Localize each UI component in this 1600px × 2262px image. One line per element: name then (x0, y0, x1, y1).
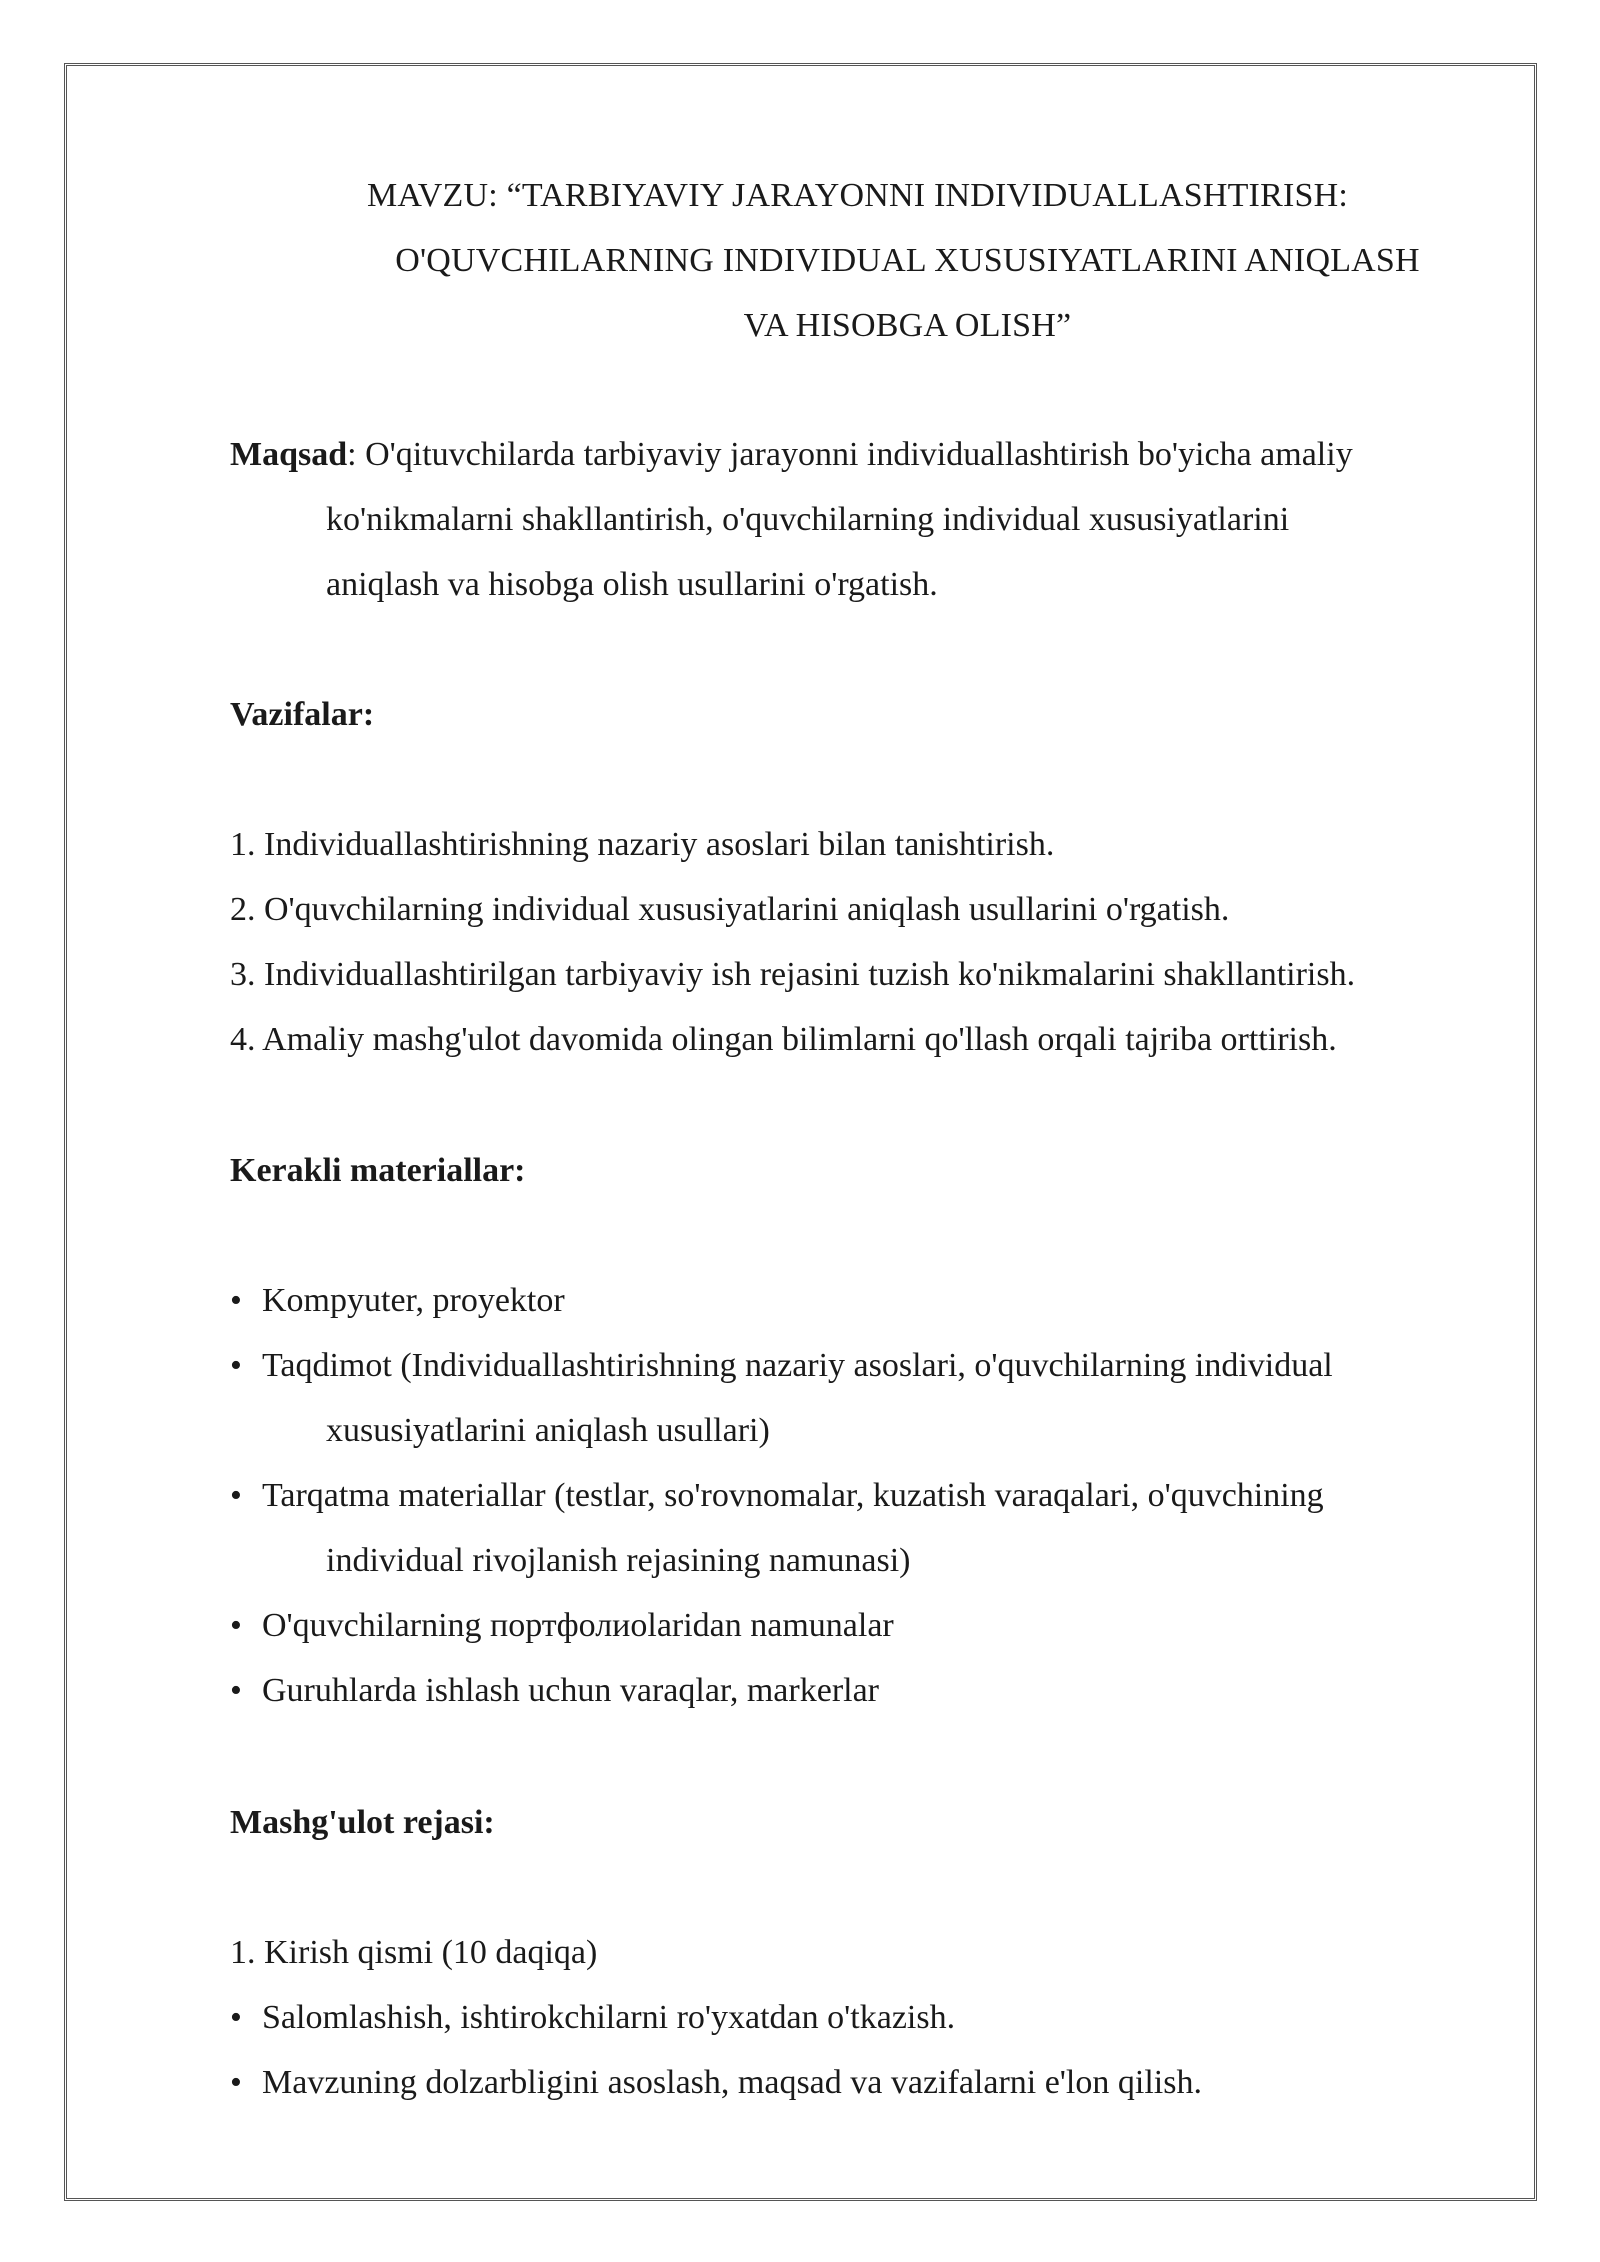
list-item: • Kompyuter, proyektor (230, 1268, 1490, 1333)
maqsad-text: : O'qituvchilarda tarbiyaviy jarayonni individuallashtirish bo'yicha amaliy (347, 436, 1353, 473)
list-item: 1. Individuallashtirishning nazariy asoslari bilan tanishtirish. (230, 826, 1055, 863)
list-item: 1. Kirish qismi (10 daqiqa) (230, 1934, 598, 1971)
maqsad-text: aniqlash va hisobga olish usullarini o'rgatish. (326, 566, 938, 603)
list-item: • Guruhlarda ishlash uchun varaqlar, markerlar (230, 1658, 1490, 1723)
list-item: 4. Amaliy mashg'ulot davomida olingan bilimlarni qo'llash orqali tajriba orttirish. (230, 1021, 1337, 1058)
bullet-icon: • (230, 1999, 242, 2036)
materiallar-list (230, 1268, 1490, 1723)
list-item: • Mavzuning dolzarbligini asoslash, maqsad va vazifalarni e'lon qilish. (230, 2050, 1490, 2115)
maqsad-label: Maqsad (230, 436, 348, 473)
page-border (64, 63, 1537, 2201)
reja-heading: Mashg'ulot rejasi: (230, 1804, 495, 1841)
list-item: • Salomlashish, ishtirokchilarni ro'yxatdan o'tkazish. (230, 1985, 1490, 2050)
list-item: • O'quvchilarning портфолиоlaridan namunalar (230, 1593, 1490, 1658)
title-line: O'QUVCHILARNING INDIVIDUAL XUSUSIYATLARINI ANIQLASH (395, 242, 1420, 279)
bullet-icon: • (230, 2064, 242, 2101)
materiallar-heading: Kerakli materiallar: (230, 1152, 526, 1189)
list-item: 2. O'quvchilarning individual xususiyatlarini aniqlash usullarini o'rgatish. (230, 891, 1230, 928)
reja-list (230, 1920, 1490, 2115)
bullet-icon: • (230, 1347, 242, 1384)
bullet-icon: • (230, 1282, 242, 1319)
vazifalar-heading: Vazifalar: (230, 696, 375, 733)
list-item: • Tarqatma materiallar (testlar, so'rovnomalar, kuzatish varaqalari, o'quvchining individual rivojlanish rejasining namunasi) (230, 1463, 1490, 1593)
document-title (230, 163, 1485, 358)
bullet-icon: • (230, 1607, 242, 1644)
list-item: 3. Individuallashtirilgan tarbiyaviy ish rejasini tuzish ko'nikmalarini shakllantirish. (230, 956, 1356, 993)
title-line: VA HISOBGA OLISH” (743, 307, 1072, 344)
maqsad-paragraph (230, 422, 1490, 617)
vazifalar-list (230, 812, 1490, 1072)
bullet-icon: • (230, 1672, 242, 1709)
bullet-icon: • (230, 1477, 242, 1514)
title-line: MAVZU: “TARBIYAVIY JARAYONNI INDIVIDUALLASHTIRISH: (367, 177, 1348, 214)
maqsad-text: ko'nikmalarni shakllantirish, o'quvchilarning individual xususiyatlarini (326, 501, 1290, 538)
list-item: • Taqdimot (Individuallashtirishning nazariy asoslari, o'quvchilarning individual xususiyatlarini aniqlash usullari) (230, 1333, 1490, 1463)
